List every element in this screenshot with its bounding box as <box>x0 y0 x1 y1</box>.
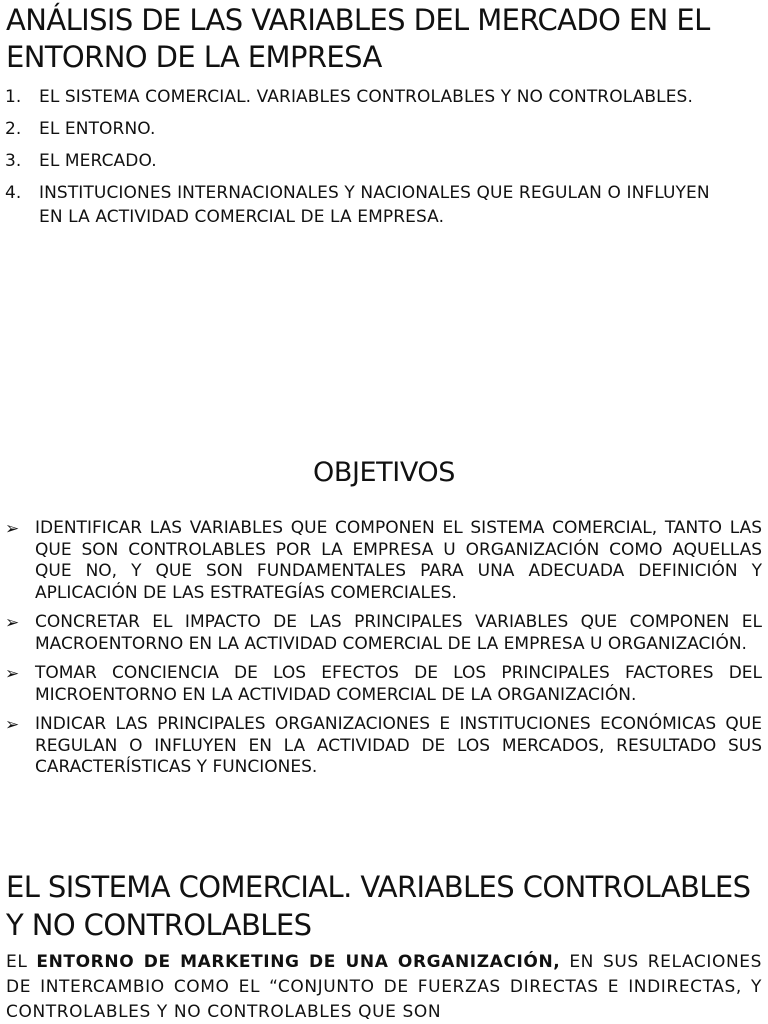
objective-text: CONCRETAR EL IMPACTO DE LAS PRINCIPALES VARIABLES QUE COMPONEN EL MACROENTORNO EN LA ACTIVIDAD COMERCIAL DE LA EMPRESA U ORGANIZACIÓN. <box>35 612 762 654</box>
objectives-heading: OBJETIVOS <box>312 457 456 488</box>
index-text: EL SISTEMA COMERCIAL. VARIABLES CONTROLABLES Y NO CONTROLABLES. <box>39 87 693 107</box>
section-paragraph <box>6 950 762 1024</box>
objective-item <box>0 663 762 706</box>
objective-item <box>0 714 762 779</box>
index-number: 3. <box>5 151 22 171</box>
arrow-bullet-icon: ➢ <box>5 613 20 633</box>
objective-text: IDENTIFICAR LAS VARIABLES QUE COMPONEN EL SISTEMA COMERCIAL, TANTO LAS QUE SON CONTROLABLES POR LA EMPRESA U ORGANIZACIÓN COMO AQUELLAS QUE NO, Y QUE SON FUNDAMENTALES PARA UNA ADECUADA DEFINICIÓN Y APLICACIÓN DE LAS ESTRATEGÍAS COMERCIALES. <box>35 518 762 603</box>
arrow-bullet-icon: ➢ <box>5 715 20 735</box>
section-heading: EL SISTEMA COMERCIAL. VARIABLES CONTROLABLES Y NO CONTROLABLES <box>6 870 751 942</box>
index-number: 1. <box>5 87 22 107</box>
objective-text: TOMAR CONCIENCIA DE LOS EFECTOS DE LOS PRINCIPALES FACTORES DEL MICROENTORNO EN LA ACTIVIDAD COMERCIAL DE LA ORGANIZACIÓN. <box>35 663 762 705</box>
index-text: EL MERCADO. <box>39 151 157 171</box>
arrow-bullet-icon: ➢ <box>5 664 20 684</box>
objective-item <box>0 612 762 655</box>
index-item <box>0 85 730 109</box>
index-number: 4. <box>5 183 22 203</box>
objective-item <box>0 518 762 604</box>
paragraph-rest: EN SUS RELACIONES DE INTERCAMBIO COMO EL “CONJUNTO DE FUERZAS DIRECTAS E INDIRECTAS, Y CONTROLABLES Y NO CONTROLABLES QUE SON <box>6 952 762 1022</box>
index-list <box>0 85 730 237</box>
index-item <box>0 117 730 141</box>
index-number: 2. <box>5 119 22 139</box>
objectives-list <box>0 518 762 787</box>
paragraph-bold-term: ENTORNO DE MARKETING DE UNA ORGANIZACIÓN, <box>36 952 561 972</box>
objective-text: INDICAR LAS PRINCIPALES ORGANIZACIONES E INSTITUCIONES ECONÓMICAS QUE REGULAN O INFLUYEN EN LA ACTIVIDAD DE LOS MERCADOS, RESULTADO SUS CARACTERÍSTICAS Y FUNCIONES. <box>35 714 762 777</box>
arrow-bullet-icon: ➢ <box>5 519 20 539</box>
index-item <box>0 181 730 229</box>
paragraph-prefix: EL <box>6 952 37 972</box>
index-text: INSTITUCIONES INTERNACIONALES Y NACIONALES QUE REGULAN O INFLUYEN EN LA ACTIVIDAD COMERCIAL DE LA EMPRESA. <box>39 183 710 227</box>
document-title: ANÁLISIS DE LAS VARIABLES DEL MERCADO EN EL ENTORNO DE LA EMPRESA <box>6 3 710 74</box>
index-text: EL ENTORNO. <box>39 119 156 139</box>
index-item <box>0 149 730 173</box>
